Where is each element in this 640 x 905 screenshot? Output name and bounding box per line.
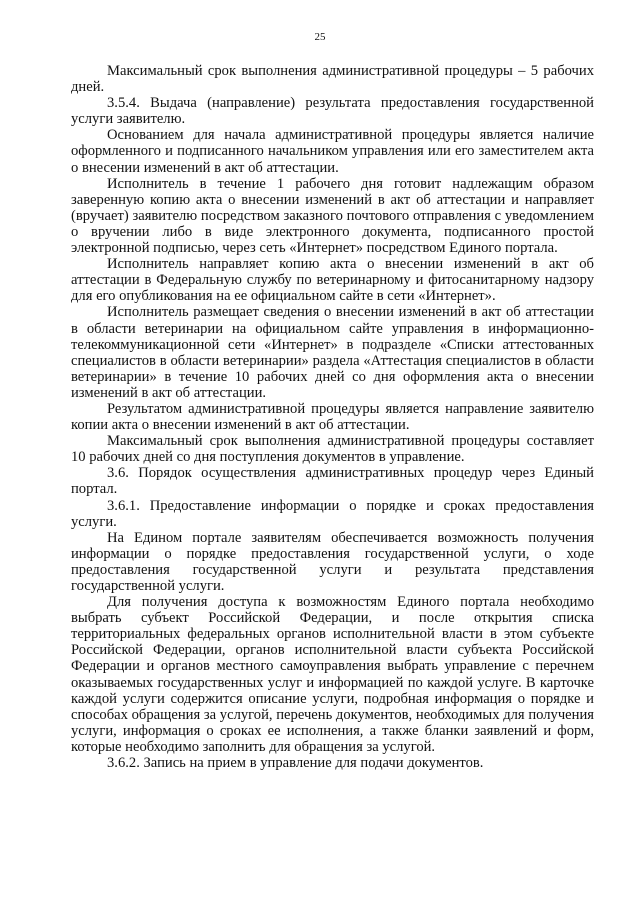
- paragraph-max-term-5-days: Максимальный срок выполнения административной процедуры – 5 рабочих дней.: [71, 63, 594, 96]
- paragraph-portal-information: На Едином портале заявителям обеспечивается возможность получения информации о порядке предоставления государственной услуги, о ходе предоставления государственной услуги и результата представления государственной услуги.: [71, 529, 594, 594]
- paragraph-max-term-10-days: Максимальный срок выполнения административной процедуры составляет 10 рабочих дней со дня поступления документов в управление.: [71, 433, 594, 466]
- document-body: [71, 63, 594, 771]
- paragraph-copy-delivery: Исполнитель в течение 1 рабочего дня готовит надлежащим образом заверенную копию акта о внесении изменений в акт об аттестации и направляет (вручает) заявителю посредством заказного почтового отправления с уведомлением о вручении либо в виде электронного документа, подписанного простой электронной подписью, через сеть «Интернет» посредством Единого портала.: [71, 175, 594, 257]
- paragraph-procedure-result: Результатом административной процедуры является направление заявителю копии акта о внесении изменений в акт об аттестации.: [71, 400, 594, 434]
- paragraph-section-3-5-4: 3.5.4. Выдача (направление) результата предоставления государственной услуги заявителю.: [71, 95, 594, 128]
- paragraph-website-publication: Исполнитель размещает сведения о внесении изменений в акт об аттестации в области ветеринарии на официальном сайте управления в информационно-телекоммуникационной сети «Интернет» в подразделе «Списки аттестованных специалистов в области ветеринарии» раздела «Аттестация специалистов в области ветеринарии» в течение 10 рабочих дней со дня оформления акта о внесении изменений в акт об аттестации.: [71, 304, 594, 401]
- paragraph-section-3-6-2: 3.6.2. Запись на прием в управление для подачи документов.: [107, 755, 484, 772]
- paragraph-federal-service-notice: Исполнитель направляет копию акта о внесении изменений в акт об аттестации в Федеральную службу по ветеринарному и фитосанитарному надзору для его опубликования на ее официальном сайте в сети «Интернет».: [71, 256, 594, 305]
- paragraph-section-3-6: 3.6. Порядок осуществления административных процедур через Единый портал.: [71, 465, 594, 498]
- paragraph-portal-access: Для получения доступа к возможностям Единого портала необходимо выбрать субъект Российской Федерации, и после открытия списка территориальных федеральных органов исполнительной власти в этом субъекте Российской Федерации, органов исполнительной власти субъекта Российской Федерации и органов местного самоуправления выбрать управление с перечнем оказываемых государственных услуг и информацией по каждой услуге. В карточке каждой услуги содержится описание услуги, подробная информация о порядке и способах обращения за услугой, перечень документов, необходимых для получения услуги, информация о сроках ее исполнения, а также бланки заявлений и форм, которые необходимо заполнить для обращения за услугой.: [71, 594, 594, 755]
- page-number: 25: [314, 31, 326, 43]
- paragraph-procedure-basis: Основанием для начала административной процедуры является наличие оформленного и подписанного начальником управления или его заместителем акта о внесении изменений в акт об аттестации.: [71, 127, 594, 176]
- paragraph-section-3-6-1: 3.6.1. Предоставление информации о порядке и сроках предоставления услуги.: [71, 497, 594, 530]
